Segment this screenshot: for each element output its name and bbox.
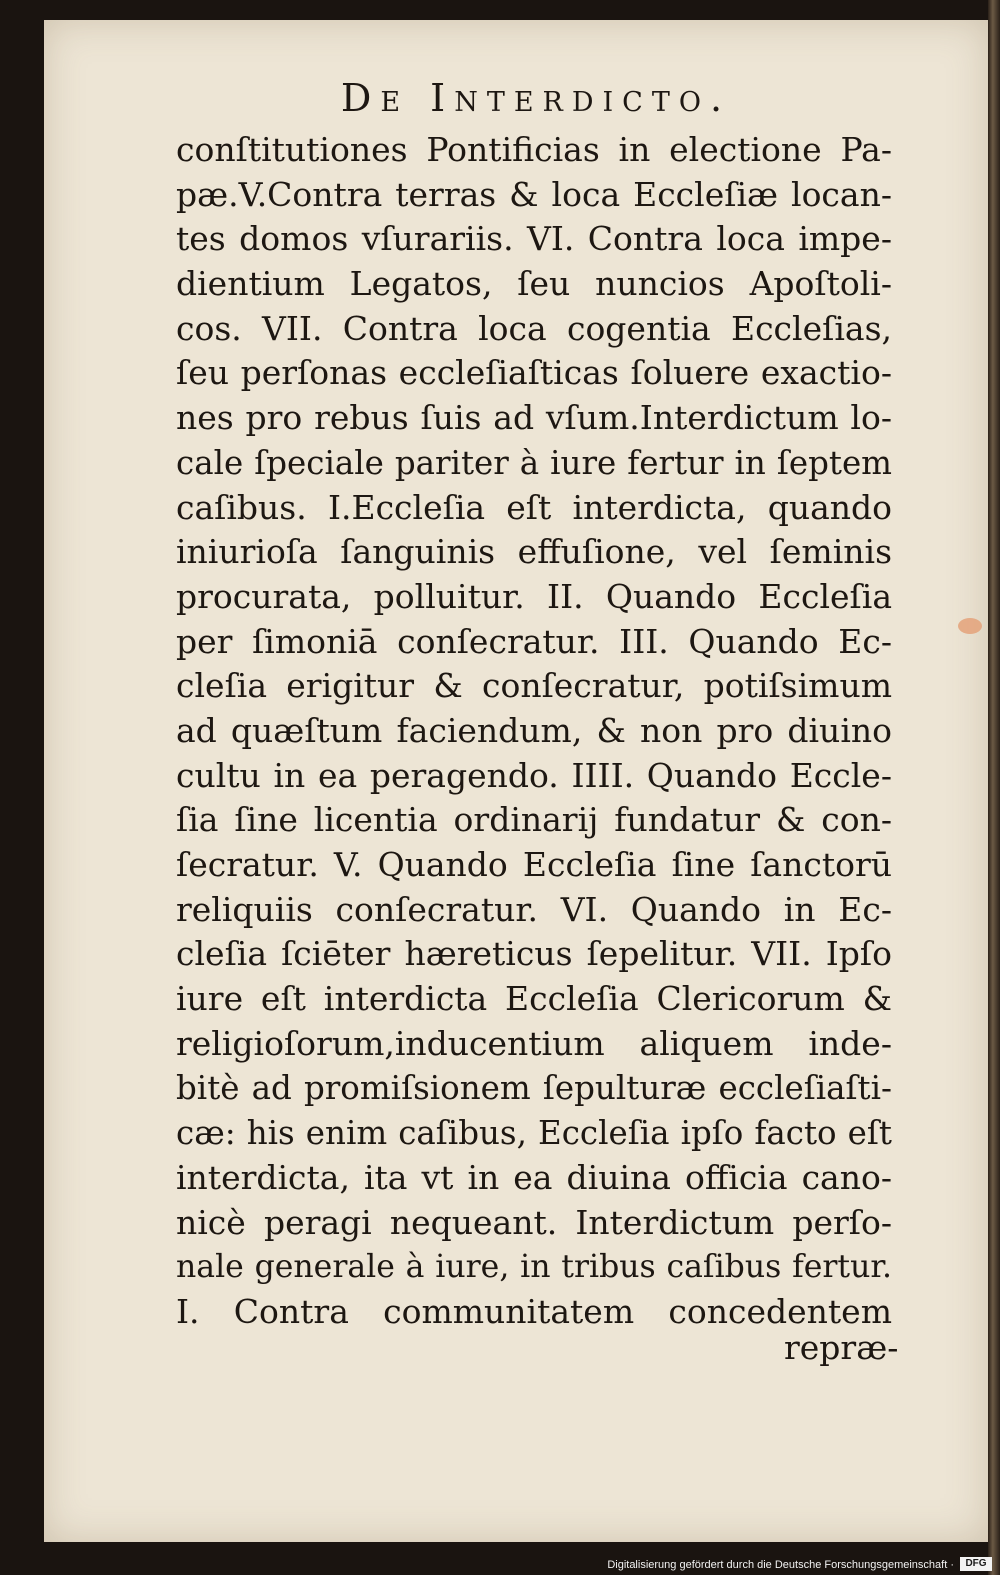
text-line: conſtitutiones Pontificias in electione Pa-: [176, 130, 892, 169]
text-line: religioſorum,inducentium aliquem inde-: [176, 1023, 892, 1063]
dfg-logo: DFG: [960, 1557, 992, 1571]
text-line: cos. VII. Contra loca cogentia Eccleſias,: [176, 308, 892, 348]
text-line: nes pro rebus ſuis ad vſum.Interdictum lo-: [176, 398, 892, 438]
book-edge: [988, 0, 1000, 1575]
text-line: tes domos vſurariis. VI. Contra loca impe-: [176, 219, 892, 259]
running-head: De Interdicto.: [340, 76, 732, 120]
digitization-credit: Digitalisierung gefördert durch die Deutsche Forschungsgemeinschaft ·: [607, 1559, 954, 1571]
paper-stain: [958, 618, 982, 634]
text-line: interdicta, ita vt in ea diuina officia cano-: [176, 1157, 892, 1197]
text-line: dientium Legatos, ſeu nuncios Apoſtoli-: [176, 264, 892, 304]
catchword: repræ-: [784, 1328, 899, 1367]
text-line: cleſia erigitur & conſecratur, potiſsimum: [176, 666, 892, 706]
text-line: iure eſt interdicta Eccleſia Clericorum &: [176, 979, 892, 1019]
text-line: I. Contra communitatem concedentem: [176, 1291, 892, 1331]
text-line: nicè peragi nequeant. Interdictum perſo-: [176, 1202, 892, 1242]
text-line: cæ: his enim caſibus, Eccleſia ipſo facto eſt: [176, 1114, 892, 1153]
text-line: ſia ſine licentia ordinarij fundatur & con-: [176, 800, 892, 840]
text-line: nale generale à iure, in tribus caſibus fertur.: [176, 1249, 892, 1286]
text-line: ſeu perſonas eccleſiaſticas ſoluere exactio-: [176, 353, 892, 393]
book-page: [44, 20, 988, 1542]
text-line: cale ſpeciale pariter à iure fertur in ſeptem: [176, 443, 892, 482]
text-line: ſecratur. V. Quando Eccleſia ſine ſanctorū: [176, 845, 892, 884]
text-line: cleſia ſciēter hæreticus ſepelitur. VII. Ipſo: [176, 934, 892, 974]
text-line: caſibus. I.Eccleſia eſt interdicta, quando: [176, 487, 892, 527]
text-line: reliquiis conſecratur. VI. Quando in Ec-: [176, 889, 892, 929]
text-line: procurata, polluitur. II. Quando Eccleſia: [176, 576, 892, 616]
text-line: bitè ad promiſsionem ſepulturæ eccleſiaſti-: [176, 1069, 892, 1108]
text-line: ad quæſtum faciendum, & non pro diuino: [176, 710, 892, 750]
body-text: [176, 128, 892, 1335]
text-line: iniurioſa ſanguinis effuſione, vel ſeminis: [176, 532, 892, 572]
text-line: pæ.V.Contra terras & loca Eccleſiæ locan-: [176, 174, 892, 214]
text-line: per ſimoniā conſecratur. III. Quando Ec-: [176, 621, 892, 661]
text-line: cultu in ea peragendo. IIII. Quando Eccle-: [176, 755, 892, 795]
